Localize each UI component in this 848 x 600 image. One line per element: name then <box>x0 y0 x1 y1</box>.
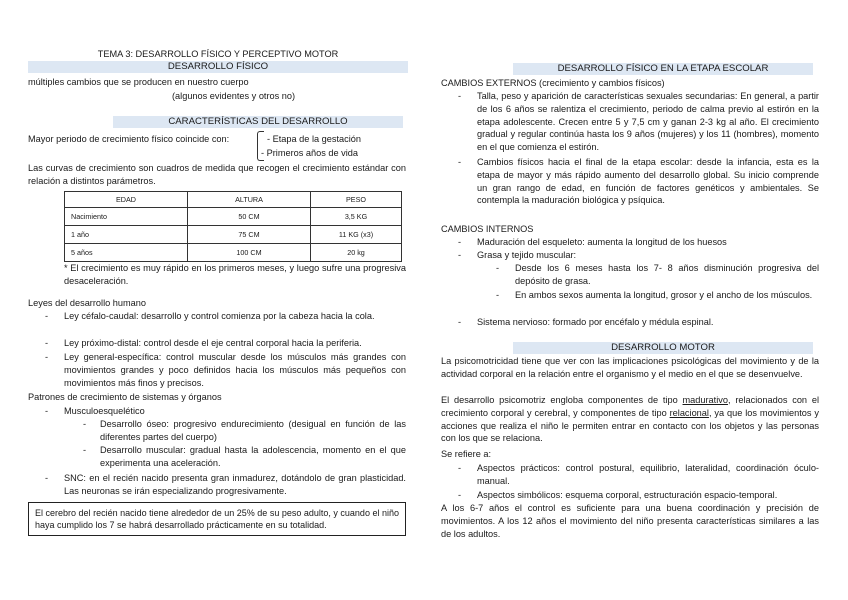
external-change-cambios-fisicos: Cambios físicos hacia el final de la etapa escolar: desde la infancia, esta es la etapa de mayor y más rápido aumento del desarrollo global. Su inicio comprende un gran rango de edad, en función de factores genéticos y ambientales. Se contempla la maduración biológica y psíquica. <box>477 157 819 206</box>
external-change-talla-peso: Talla, peso y aparición de características sexuales secundarias: En general, a partir de los 6 años se ralentiza el crecimiento, periodo de calma previo al estirón en la etapa adolescente. Crecen entre 5 y 7,5 cm y ganan 2-3 kg al año. El crecimiento gradual y regular continúa hasta los 9 años (mujeres) y los 11 (hombres), momento en el que comienza el estirón. <box>477 91 819 153</box>
bullet-dash: - <box>458 490 462 500</box>
musculoesqueletico-label: Musculoesquelético <box>64 406 145 416</box>
bullet-dash: - <box>83 445 87 455</box>
table-row <box>65 226 402 244</box>
growth-item-primeros-anos: - Primeros años de vida <box>261 148 359 158</box>
table-header-altura: ALTURA <box>188 192 311 208</box>
desarrollo-muscular: Desarrollo muscular: gradual hasta la adolescencia, momento en el que experimenta una aceleración. <box>100 445 406 468</box>
law-proximo-distal: Ley próximo-distal: control desde el eje central corporal hacia la periferia. <box>64 338 362 348</box>
table-cell: 11 KG (x3) <box>311 226 402 244</box>
psicomotriz-text-a: El desarrollo psicomotriz engloba componentes de tipo <box>441 395 683 405</box>
intro-line-1: múltiples cambios que se producen en nuestro cuerpo <box>28 77 249 87</box>
aspectos-practicos: Aspectos prácticos: control postural, equilibrio, lateralidad, coordinación óculo-manual. <box>477 463 819 486</box>
term-madurativo: madurativo <box>682 395 728 405</box>
psicomotriz-paragraph <box>441 394 819 445</box>
bullet-dash: - <box>458 91 462 101</box>
table-cell: Nacimiento <box>65 208 188 226</box>
growth-note: * El crecimiento es muy rápido en los primeros meses, y luego sufre una progresiva desaceleración. <box>64 263 406 286</box>
table-row <box>65 244 402 262</box>
laws-title: Leyes del desarrollo humano <box>28 298 146 308</box>
snc-item: SNC: en el recién nacido presenta gran inmadurez, dotándolo de gran plasticidad. Las neuronas se irán especializando progresivamente. <box>64 473 406 496</box>
grasa-item-musculos: En ambos sexos aumenta la longitud, grosor y el ancho de los músculos. <box>515 290 813 300</box>
law-cefalo-caudal: Ley céfalo-caudal: desarrollo y control comienza por la cabeza hacia la cola. <box>64 311 375 321</box>
section-heading-desarrollo-fisico: DESARROLLO FÍSICO <box>28 61 408 73</box>
closing-paragraph: A los 6-7 años el control es suficiente para una buena coordinación y precisión de movimientos. A los 12 años el movimiento del niño presenta características similares a las de los adultos. <box>441 503 819 539</box>
psicomotriz-text-b: , relacionados con el crecimiento corporal y cerebral, y componentes de tipo <box>441 395 819 418</box>
psicomotricidad-paragraph: La psicomotricidad tiene que ver con las implicaciones psicológicas del movimiento y de la actividad corporal en la relación entre el organismo y el medio en el que se desenvuelve. <box>441 356 819 379</box>
growth-period-label: Mayor periodo de crecimiento físico coincide con: <box>28 134 230 144</box>
patterns-title: Patrones de crecimiento de sistemas y órganos <box>28 392 222 402</box>
table-cell: 100 CM <box>188 244 311 262</box>
table-cell: 1 año <box>65 226 188 244</box>
bullet-dash: - <box>458 317 462 327</box>
term-relacional: relacional <box>669 407 709 418</box>
grasa-item-deposito: Desde los 6 meses hasta los 7- 8 años disminución progresiva del depósito de grasa. <box>515 263 819 286</box>
internal-changes-title: CAMBIOS INTERNOS <box>441 224 534 234</box>
bullet-dash: - <box>496 290 500 300</box>
bullet-dash: - <box>45 406 49 416</box>
internal-change-sistema-nervioso: Sistema nervioso: formado por encéfalo y médula espinal. <box>477 317 714 327</box>
psicomotriz-text-c: , ya que los movimientos y acciones que realiza el niño le permiten entrar en contacto con los objetos y las personas con los que se relaciona. <box>441 407 819 444</box>
bullet-dash: - <box>45 338 49 348</box>
table-cell: 50 CM <box>188 208 311 226</box>
table-header-peso: PESO <box>311 192 402 208</box>
growth-table <box>64 191 402 262</box>
bullet-dash: - <box>458 463 462 473</box>
highlight-box: El cerebro del recién nacido tiene alrededor de un 25% de su peso adulto, y cuando el niño haya cumplido los 7 se habrá desarrollado prácticamente en su totalidad. <box>28 502 406 536</box>
table-cell: 3,5 KG <box>311 208 402 226</box>
bullet-dash: - <box>496 263 500 273</box>
growth-curves-paragraph: Las curvas de crecimiento son cuadros de medida que recogen el crecimiento estándar con relación a distintos parámetros. <box>28 163 406 186</box>
document-title: TEMA 3: DESARROLLO FÍSICO Y PERCEPTIVO MOTOR <box>97 49 339 59</box>
section-heading-desarrollo-motor: DESARROLLO MOTOR <box>513 342 813 354</box>
bullet-dash: - <box>458 250 462 260</box>
table-row <box>65 208 402 226</box>
table-header-edad: EDAD <box>65 192 188 208</box>
bullet-dash: - <box>45 311 49 321</box>
table-cell: 5 años <box>65 244 188 262</box>
refiere-label: Se refiere a: <box>441 449 492 459</box>
internal-change-grasa: Grasa y tejido muscular: <box>477 250 577 260</box>
bullet-dash: - <box>45 473 49 483</box>
section-heading-caracteristicas: CARACTERÍSTICAS DEL DESARROLLO <box>113 116 403 128</box>
table-cell: 20 kg <box>311 244 402 262</box>
law-general-especifica: Ley general-específica: control muscular desde los músculos más grandes con movimientos grandes y poco definidos hacia los músculos más pequeños con movimientos más finos y precisos. <box>64 352 406 388</box>
internal-change-esqueleto: Maduración del esqueleto: aumenta la longitud de los huesos <box>477 237 727 247</box>
bullet-dash: - <box>458 237 462 247</box>
growth-item-gestacion: - Etapa de la gestación <box>267 134 361 144</box>
intro-line-2: (algunos evidentes y otros no) <box>172 91 296 101</box>
table-cell: 75 CM <box>188 226 311 244</box>
section-heading-etapa-escolar: DESARROLLO FÍSICO EN LA ETAPA ESCOLAR <box>513 63 813 75</box>
bullet-dash: - <box>83 419 87 429</box>
table-header-row <box>65 192 402 208</box>
bullet-dash: - <box>458 157 462 167</box>
external-changes-title: CAMBIOS EXTERNOS (crecimiento y cambios físicos) <box>441 78 665 88</box>
aspectos-simbolicos: Aspectos simbólicos: esquema corporal, estructuración espacio-temporal. <box>477 490 778 500</box>
desarrollo-oseo: Desarrollo óseo: progresivo endurecimiento (desigual en función de las diferentes partes del cuerpo) <box>100 419 406 442</box>
bullet-dash: - <box>45 352 49 362</box>
